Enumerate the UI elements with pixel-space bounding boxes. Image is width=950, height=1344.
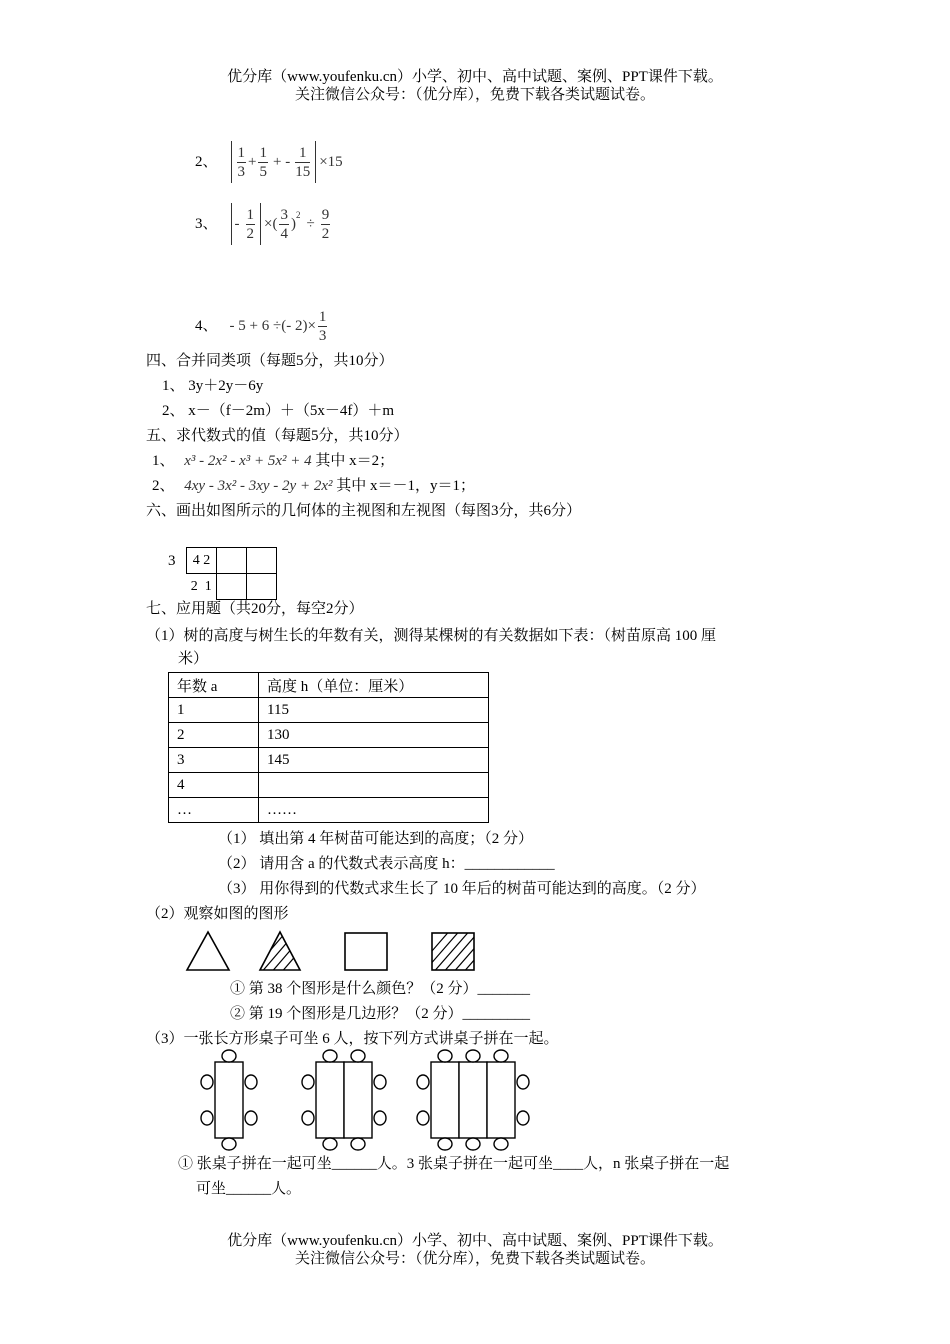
problem-3-question-line-2: 可坐______人。 xyxy=(196,1181,302,1197)
problem-1-line-1: （1）树的高度与树生长的年数有关，测得某棵树的有关数据如下表：（树苗原高 100 厘 xyxy=(146,628,717,644)
operator: ÷ xyxy=(306,216,315,232)
fraction: $\frac{9}{2}$ xyxy=(321,206,330,242)
table-cell: 130 xyxy=(259,723,489,748)
section-5-q2 xyxy=(152,477,475,495)
table-cell: 4 xyxy=(169,773,259,798)
table-cell: 2 xyxy=(169,723,259,748)
section-4-q1: 1、 3y＋2y－6y xyxy=(162,378,264,394)
footer-line-1: 优分库（www.youfenku.cn）小学、初中、高中试题、案例、PPT课件下载。 xyxy=(227,1233,723,1249)
question-number: 4、 xyxy=(195,318,218,334)
problem-2-q1: ① 第 38 个图形是什么颜色？（2 分）_______ xyxy=(230,981,531,997)
subquestion-3: （3） 用你得到的代数式求生长了 10 年后的树苗可能达到的高度。（2 分） xyxy=(218,881,706,897)
abs-bar-left xyxy=(231,203,232,245)
question-number: 1、 xyxy=(152,453,175,469)
table-header: 年数 a xyxy=(169,673,259,698)
fraction: $\frac{1}{15}$ xyxy=(295,144,311,180)
section-6-title: 六、画出如图所示的几何体的主视图和左视图（每图3分，共6分） xyxy=(146,503,582,519)
operator: ) xyxy=(290,216,296,232)
table-cell: 1 xyxy=(169,698,259,723)
tree-height-table xyxy=(168,672,489,823)
operator: + xyxy=(248,154,257,170)
question-number: 3、 xyxy=(195,216,218,232)
question-number: 2、 xyxy=(195,154,218,170)
operator: ×( xyxy=(264,216,278,232)
problem-1-line-2: 米） xyxy=(178,651,209,667)
grid-label: 3 xyxy=(168,553,176,569)
condition: 其中 x＝－1，y＝1； xyxy=(336,478,475,494)
fraction: $\frac{3}{4}$ xyxy=(280,206,288,242)
one-table-icon xyxy=(201,1050,257,1150)
header-line-2: 关注微信公众号：（优分库），免费下载各类试题试卷。 xyxy=(294,87,655,103)
two-tables-icon xyxy=(302,1050,386,1150)
table-cell: 145 xyxy=(259,748,489,773)
table-header: 高度 h（单位：厘米） xyxy=(259,673,489,698)
fraction: $\frac{1}{3}$ xyxy=(318,308,327,344)
table-row xyxy=(169,748,489,773)
calc-question-4 xyxy=(195,302,329,350)
grid-cell xyxy=(217,574,247,600)
section-7-title: 七、应用题（共20分，每空2分） xyxy=(146,601,364,617)
table-arrangement-figure xyxy=(195,1046,540,1152)
problem-2-q2: ② 第 19 个图形是几边形？（2 分）_________ xyxy=(230,1006,531,1022)
fraction: $\frac{1}{5}$ xyxy=(259,144,267,180)
abs-bar-right xyxy=(260,203,261,245)
calc-question-2 xyxy=(195,138,343,186)
table-cell: 115 xyxy=(259,698,489,723)
square-hatched-icon xyxy=(412,928,480,974)
table-row xyxy=(169,798,489,823)
subquestion-2: （2） 请用含 a 的代数式表示高度 h：____________ xyxy=(218,856,555,872)
section-4-title: 四、合并同类项（每题5分，共10分） xyxy=(146,353,394,369)
section-5-q1 xyxy=(152,452,394,470)
grid-cell xyxy=(217,548,247,574)
right-paren xyxy=(315,141,316,183)
expression: - 5 + 6 ÷(- 2)× xyxy=(229,318,316,334)
expression: x³ - 2x² - x³ + 5x² + 4 xyxy=(184,453,312,469)
problem-3-question-line-1: ① 张桌子拼在一起可坐______人。3 张桌子拼在一起可坐____人，n 张桌子拼在一起 xyxy=(178,1156,730,1172)
section-5-title: 五、求代数式的值（每题5分，共10分） xyxy=(146,428,409,444)
condition: 其中 x＝2； xyxy=(315,453,395,469)
fraction: $\frac{1}{3}$ xyxy=(237,144,246,180)
geometry-grid xyxy=(186,547,277,600)
shape-sequence xyxy=(180,928,480,976)
triangle-hatched-icon xyxy=(250,932,316,974)
fraction: $\frac{1}{2}$ xyxy=(246,206,255,242)
calc-question-3 xyxy=(195,200,332,248)
subquestion-1: （1） 填出第 4 年树苗可能达到的高度；（2 分） xyxy=(218,831,534,847)
question-number: 2、 xyxy=(152,478,175,494)
expression: 4xy - 3x² - 3xy - 2y + 2x² xyxy=(184,478,333,494)
table-cell xyxy=(259,773,489,798)
table-cell: …… xyxy=(259,798,489,823)
table-row xyxy=(169,723,489,748)
table-cell: 3 xyxy=(169,748,259,773)
grid-cell: 2 1 xyxy=(190,578,212,594)
problem-2-title: （2）观察如图的图形 xyxy=(146,906,289,922)
grid-cell: 4 2 xyxy=(187,548,217,574)
operator: - xyxy=(234,216,240,232)
three-tables-icon xyxy=(417,1050,529,1150)
header-line-1: 优分库（www.youfenku.cn）小学、初中、高中试题、案例、PPT课件下载。 xyxy=(227,69,723,85)
table-cell: … xyxy=(169,798,259,823)
left-paren xyxy=(231,141,232,183)
exponent: 2 xyxy=(295,210,301,220)
table-header-row xyxy=(169,673,489,698)
square-white-icon xyxy=(345,933,387,970)
section-4-q2: 2、 x－（f－2m）＋（5x－4f）＋m xyxy=(162,403,395,419)
grid-cell xyxy=(247,574,277,600)
grid-cell xyxy=(247,548,277,574)
triangle-white-icon xyxy=(187,932,229,970)
operator: ×15 xyxy=(319,154,343,170)
footer-line-2: 关注微信公众号：（优分库），免费下载各类试题试卷。 xyxy=(294,1251,655,1267)
table-row xyxy=(169,698,489,723)
table-row xyxy=(169,773,489,798)
operator: + - xyxy=(272,154,291,170)
problem-3-title: （3）一张长方形桌子可坐 6 人，按下列方式讲桌子拼在一起。 xyxy=(146,1031,559,1047)
